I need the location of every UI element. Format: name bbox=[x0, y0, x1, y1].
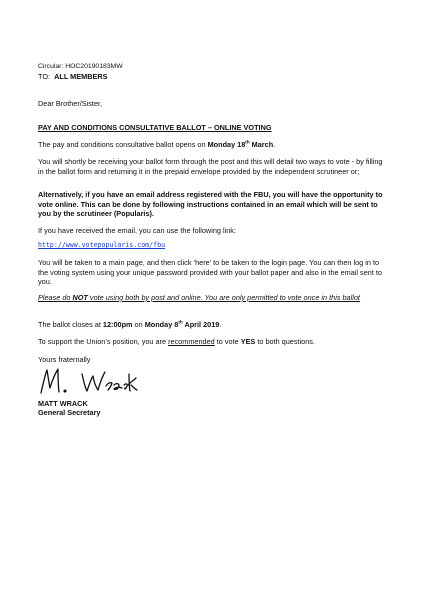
close-time: 12:00pm bbox=[102, 320, 133, 329]
open-day: Monday 18 bbox=[207, 140, 246, 149]
rec-yes: YES bbox=[240, 337, 256, 346]
warning-post: vote using both by post and online. You are only permitted to vote once in this ballot bbox=[87, 293, 360, 302]
warning-pre: Please do bbox=[38, 293, 73, 302]
rec-pre: To support the Union’s position, you are bbox=[38, 337, 169, 346]
warning-not: NOT bbox=[72, 293, 88, 302]
close-end: . bbox=[219, 320, 222, 329]
closing-line: Yours fraternally bbox=[38, 355, 91, 364]
ballot-opens-paragraph bbox=[38, 140, 388, 150]
close-day-suffix: th bbox=[178, 319, 183, 325]
close-pre: The ballot closes at bbox=[38, 320, 103, 329]
rec-mid: to vote bbox=[214, 337, 241, 346]
p1-text: The pay and conditions consultative ballot opens on bbox=[38, 140, 208, 149]
login-instructions-paragraph: You will be taken to a main page, and then click ‘here’ to be taken to the login page. You can then log in to the voting system using your unique password provided with your ballot paper and also in the email sent to you. bbox=[38, 258, 382, 287]
rec-word: recommended bbox=[168, 337, 215, 346]
close-mid: on bbox=[132, 320, 145, 329]
voting-link[interactable]: http://www.votepopularis.com/fbu bbox=[38, 241, 166, 249]
online-vote-paragraph: Alternatively, if you have an email address registered with the FBU, you will have the opportunity to vote online. This can be done by following instructions contained in an email which will be sent to you by the scrutineer (Popularis). bbox=[38, 190, 383, 219]
recommendation-paragraph bbox=[38, 337, 388, 347]
open-date bbox=[208, 140, 274, 149]
postal-vote-paragraph: You will shortly be receiving your ballot form through the post and this will detail two ways to vote - by filling in the ballot form and returning it in the prepaid envelope provided by the independent scrutineer or; bbox=[38, 157, 383, 176]
letter-heading: PAY AND CONDITIONS CONSULTATIVE BALLOT – ONLINE VOTING bbox=[38, 123, 272, 132]
close-day: Monday 8 bbox=[144, 320, 179, 329]
circular-reference: Circular: HOC20190183MW bbox=[38, 63, 123, 70]
link-intro-paragraph: If you have received the email, you can use the following link: bbox=[38, 226, 236, 235]
warning-paragraph bbox=[38, 293, 388, 303]
close-month: April 2019 bbox=[182, 320, 220, 329]
p1-end: . bbox=[273, 140, 276, 149]
open-day-suffix: th bbox=[245, 139, 250, 145]
signature-image bbox=[38, 366, 138, 396]
to-label: TO: bbox=[38, 72, 51, 81]
close-date bbox=[145, 320, 220, 329]
ballot-closes-paragraph bbox=[38, 320, 388, 330]
recipient-line bbox=[38, 72, 388, 82]
to-value: ALL MEMBERS bbox=[54, 72, 108, 81]
signatory-name: MATT WRACK bbox=[38, 399, 88, 408]
open-month: March bbox=[249, 140, 274, 149]
salutation: Dear Brother/Sister, bbox=[38, 99, 103, 108]
rec-post: to both questions. bbox=[255, 337, 315, 346]
signatory-role: General Secretary bbox=[38, 408, 101, 417]
